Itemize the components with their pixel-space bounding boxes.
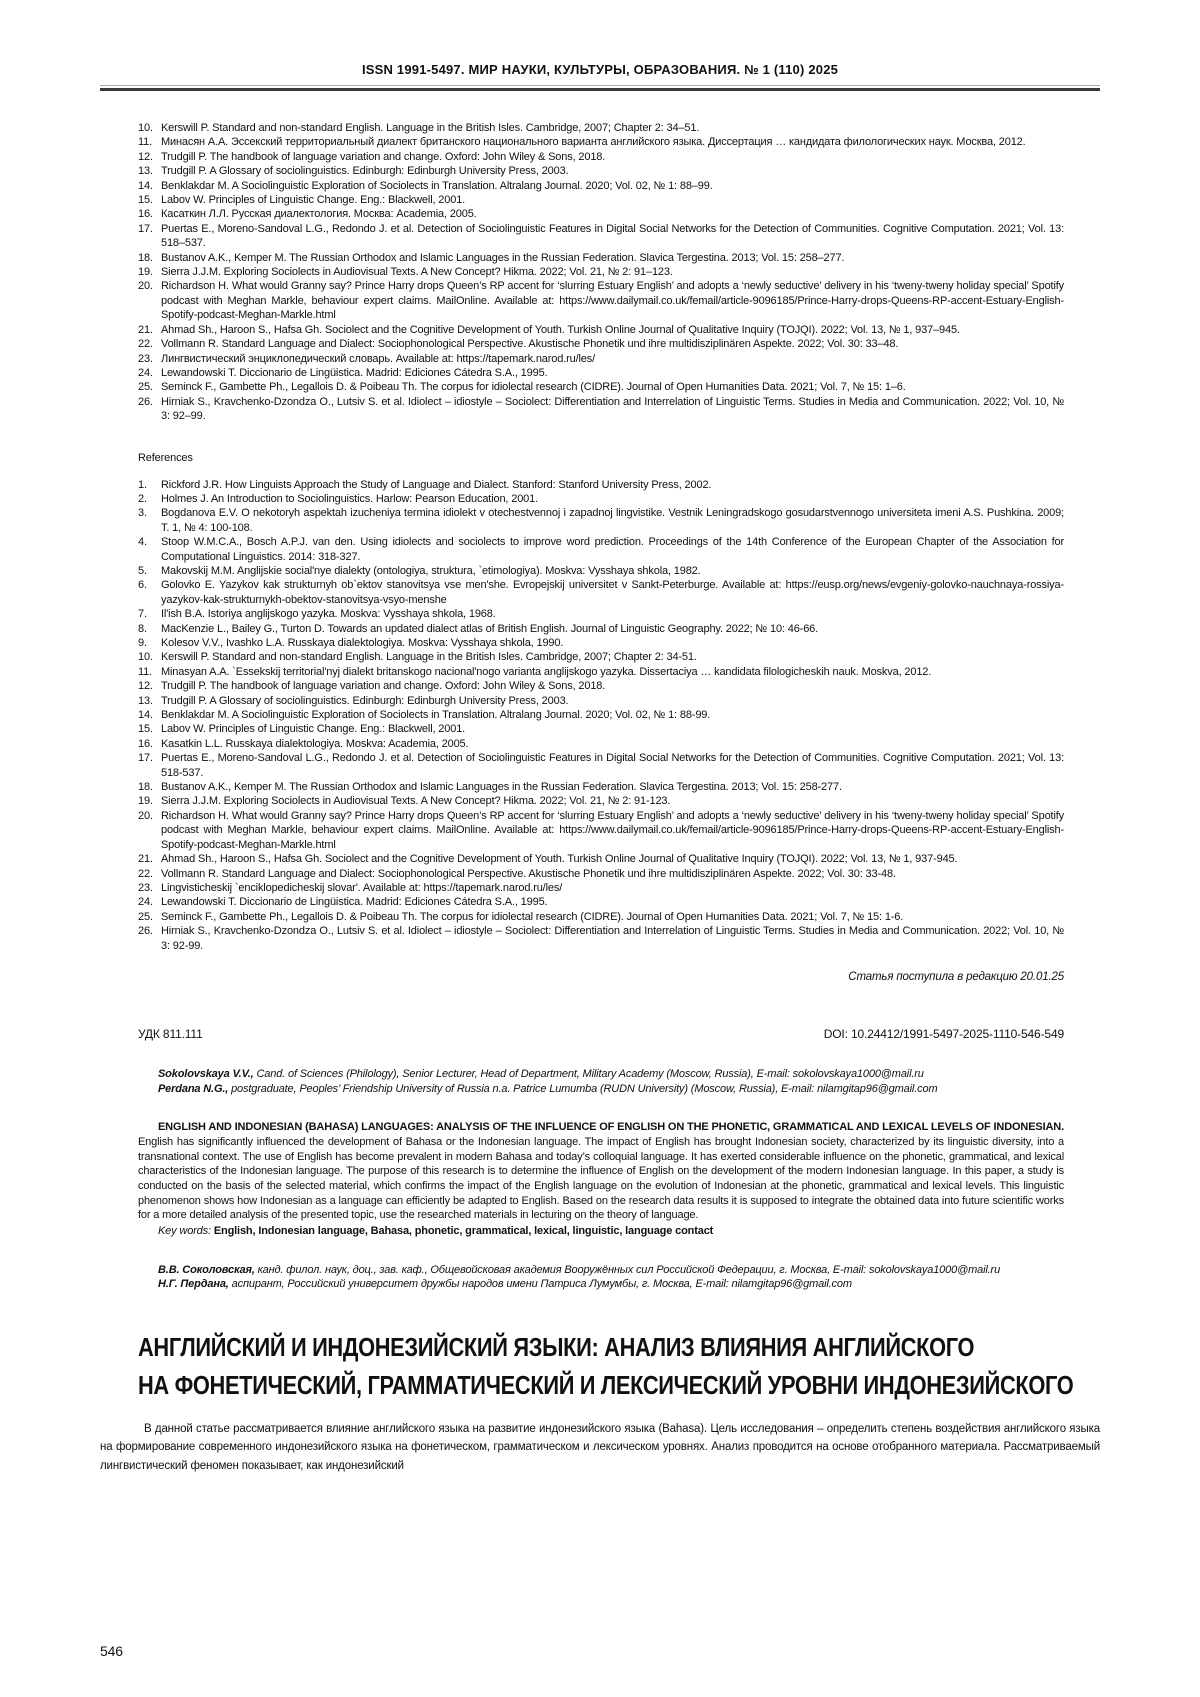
article-title-russian-line1: АНГЛИЙСКИЙ И ИНДОНЕЗИЙСКИЙ ЯЗЫКИ: АНАЛИЗ ВЛИЯНИЯ АНГЛИЙСКОГО	[138, 1331, 975, 1362]
reference-number: 17.	[138, 222, 153, 235]
reference-number: 13.	[138, 165, 153, 178]
references-list	[138, 478, 1064, 953]
reference-number: 8.	[138, 622, 147, 635]
reference-item	[138, 578, 1064, 607]
bibliography-item	[138, 164, 1064, 178]
author-affiliation: аспирант, Российский университет дружбы народов имени Патриса Лумумбы, г. Москва, E-mail: nilamgitap96@gmail.com	[228, 1278, 852, 1291]
reference-item	[138, 679, 1064, 693]
reference-number: 22.	[138, 867, 153, 880]
author-line	[158, 1263, 1064, 1278]
reference-text: Bogdanova E.V. O nekotoryh aspektah izucheniya termina idiolekt v otechestvennoj i zapadnoj lingvistike. Vestnik Leningradskogo gosudarstvennogo universiteta imeni A.S. Pushkina. 2009; T. 1, № 4: 100-108.	[161, 507, 1064, 534]
reference-number: 11.	[138, 665, 153, 678]
reference-text: Vollmann R. Standard Language and Dialect: Sociophonological Perspective. Akustische Phonetik und ihre multidisziplinären Aspekte. 2022; Vol. 30: 33-48.	[161, 867, 896, 880]
bibliography-item	[138, 193, 1064, 207]
bibliography-item	[138, 251, 1064, 265]
article-meta-row	[138, 1027, 1064, 1041]
authors-english	[138, 1067, 1064, 1096]
reference-number: 20.	[138, 280, 153, 293]
author-name: Sokolovskaya V.V.,	[158, 1067, 254, 1080]
author-line	[158, 1277, 1064, 1292]
journal-header-line: ISSN 1991-5497. МИР НАУКИ, КУЛЬТУРЫ, ОБРАЗОВАНИЯ. № 1 (110) 2025	[361, 62, 839, 77]
reference-text: Kerswill P. Standard and non-standard English. Language in the British Isles. Cambridge, 2007; Chapter 2: 34-51.	[161, 651, 697, 664]
reference-item	[138, 794, 1064, 808]
reference-text: Kasatkin L.L. Russkaya dialektologiya. Moskva: Academia, 2005.	[161, 737, 469, 750]
reference-number: 13.	[138, 694, 153, 707]
reference-item	[138, 881, 1064, 895]
reference-text: Trudgill P. A Glossary of sociolinguistics. Edinburgh: Edinburgh University Press, 2003.	[161, 694, 569, 707]
author-affiliation: Cand. of Sciences (Philology), Senior Lecturer, Head of Department, Military Academy (Moscow, Russia), E-mail: sokolovskaya1000@mail.ru	[253, 1067, 924, 1080]
reference-item	[138, 665, 1064, 679]
reference-number: 3.	[138, 507, 147, 520]
reference-text: Golovko E. Yazykov kak strukturnyh ob`ektov stanovitsya vse men'she. Evropejskij universitet v Sankt-Peterburge. Available at: https://eusp.org/news/evgeniy-golovko-nauchnaya-rossiya-yazykov-kak-strukturnykh-obektov-stanovitsya-vsyo-menshe	[161, 579, 1064, 606]
reference-number: 17.	[138, 752, 153, 765]
reference-number: 20.	[138, 809, 153, 822]
author-affiliation: канд. филол. наук, доц., зав. каф., Общевойсковая академия Вооружённых сил Российской Федерации, г. Москва, E-mail: sokolovskaya1000@mail.ru	[254, 1263, 1001, 1276]
reference-number: 21.	[138, 323, 153, 336]
reference-number: 14.	[138, 709, 153, 722]
keywords-text: English, Indonesian language, Bahasa, phonetic, grammatical, lexical, linguistic, language contact	[213, 1225, 714, 1238]
reference-text: Trudgill P. The handbook of language variation and change. Oxford: John Wiley & Sons, 2018.	[161, 680, 606, 693]
reference-number: 9.	[138, 637, 147, 649]
reference-text: Holmes J. An Introduction to Sociolinguistics. Harlow: Pearson Education, 2001.	[161, 492, 539, 505]
reference-text: Seminck F., Gambette Ph., Legallois D. & Poibeau Th. The corpus for idiolectal research (CIDRE). Journal of Open Humanities Data. 2021; Vol. 7, № 15: 1–6.	[161, 381, 906, 394]
author-line	[158, 1082, 1064, 1097]
reference-text: Rickford J.R. How Linguists Approach the Study of Language and Dialect. Stanford: Stanford University Press, 2002.	[161, 478, 712, 491]
reference-text: Makovskij M.M. Anglijskie social'nye dialekty (ontologiya, struktura, `etimologiya). Moskva: Vysshaya shkola, 1982.	[161, 564, 701, 577]
author-name: Н.Г. Пердана,	[158, 1278, 229, 1291]
reference-text: Stoop W.M.C.A., Bosch A.P.J. van den. Using idiolects and sociolects to improve word prediction. Proceedings of the 14th Conference of the European Chapter of the Association for Computational Linguistics. 2014: 318-327.	[161, 536, 1064, 563]
reference-text: Vollmann R. Standard Language and Dialect: Sociophonological Perspective. Akustische Phonetik und ihre multidisziplinären Aspekte. 2022; Vol. 30: 33–48.	[161, 338, 899, 351]
reference-text: Bustanov A.K., Kemper M. The Russian Orthodox and Islamic Languages in the Russian Federation. Slavica Tergestina. 2013; Vol. 15: 258-277.	[161, 781, 842, 794]
reference-item	[138, 622, 1064, 636]
reference-text: Минасян А.А. Эссекский территориальный диалект британского национального варианта английского языка. Диссертация … кандидата филологических наук. Москва, 2012.	[161, 136, 1026, 149]
article-title-english: ENGLISH AND INDONESIAN (BAHASA) LANGUAGES: ANALYSIS OF THE INFLUENCE OF ENGLISH ON THE PHONETIC, GRAMMATICAL AND LEXICAL LEVELS OF INDONESIAN.	[158, 1121, 1064, 1134]
reference-number: 23.	[138, 881, 153, 894]
bibliography-item	[138, 179, 1064, 193]
reference-text: Bustanov A.K., Kemper M. The Russian Orthodox and Islamic Languages in the Russian Federation. Slavica Tergestina. 2013; Vol. 15: 258–277.	[161, 251, 845, 264]
reference-text: Labov W. Principles of Linguistic Change. Eng.: Blackwell, 2001.	[161, 723, 466, 736]
author-affiliation: postgraduate, Peoples’ Friendship University of Russia n.a. Patrice Lumumba (RUDN University) (Moscow, Russia), E-mail: nilamgitap96@gmail.com	[228, 1082, 938, 1095]
bibliography-item	[138, 121, 1064, 135]
reference-item	[138, 924, 1064, 953]
reference-number: 22.	[138, 338, 153, 351]
article-title-russian	[100, 1328, 1100, 1404]
reference-text: Ahmad Sh., Haroon S., Hafsa Gh. Sociolect and the Cognitive Development of Youth. Turkish Online Journal of Qualitative Inquiry (TOJQI). 2022; Vol. 13, № 1, 937–945.	[161, 323, 960, 336]
bibliography-item	[138, 150, 1064, 164]
reference-item	[138, 694, 1064, 708]
bibliography-item	[138, 380, 1064, 394]
bibliography-item	[138, 323, 1064, 337]
received-note: Статья поступила в редакцию 20.01.25	[848, 970, 1064, 983]
reference-item	[138, 708, 1064, 722]
reference-number: 25.	[138, 910, 153, 923]
reference-item	[138, 650, 1064, 664]
reference-item	[138, 910, 1064, 924]
reference-number: 19.	[138, 795, 153, 808]
article-title-russian-line2: НА ФОНЕТИЧЕСКИЙ, ГРАММАТИЧЕСКИЙ И ЛЕКСИЧЕСКИЙ УРОВНИ ИНДОНЕЗИЙСКОГО	[138, 1369, 1074, 1400]
bibliography-item	[138, 337, 1064, 351]
page-number: 546	[100, 1643, 123, 1659]
reference-text: Hirniak S., Kravchenko-Dzondza O., Lutsiv S. et al. Idiolect – idiostyle – Sociolect: Differentiation and Interrelation of Linguistic Terms. Studies in Media and Communication. 2022; Vol. 10, № 3: 92-99.	[161, 925, 1064, 952]
reference-item	[138, 506, 1064, 535]
reference-item	[138, 895, 1064, 909]
reference-text: Trudgill P. A Glossary of sociolinguistics. Edinburgh: Edinburgh University Press, 2003.	[161, 165, 569, 178]
reference-text: MacKenzie L., Bailey G., Turton D. Towards an updated dialect atlas of British English. Journal of Linguistic Geography. 2022; № 10: 46-66.	[161, 622, 819, 635]
reference-text: Minasyan A.A. `Essekskij territorial'nyj dialekt britanskogo nacional'nogo varianta anglijskogo yazyka. Dissertaciya … kandidata filologicheskih nauk. Moskva, 2012.	[161, 665, 932, 678]
reference-text: Il'ish B.A. Istoriya anglijskogo yazyka. Moskva: Vysshaya shkola, 1968.	[161, 608, 496, 621]
reference-number: 15.	[138, 723, 153, 736]
authors-russian	[138, 1263, 1064, 1292]
reference-number: 18.	[138, 251, 153, 264]
reference-text: Richardson H. What would Granny say? Prince Harry drops Queen’s RP accent for ‘slurring Estuary English’ and adopts a ‘newly seductive’ delivery in his ‘tweny-tweny holiday special’ Spotify podcast with Meghan Markle, behaviour expert claims. MailOnline. Available at: https://www.dailymail.co.uk/femail/article-9096185/Prince-Harry-drops-Queens-RP-accent-Estuary-English-Spotify-podcast-Meghan-Markle.html	[161, 280, 1064, 322]
header-rule	[100, 85, 1100, 91]
reference-text: Trudgill P. The handbook of language variation and change. Oxford: John Wiley & Sons, 2018.	[161, 150, 606, 163]
reference-item	[138, 478, 1064, 492]
reference-number: 26.	[138, 925, 153, 938]
reference-number: 12.	[138, 680, 153, 693]
reference-number: 24.	[138, 896, 153, 909]
reference-number: 11.	[138, 136, 153, 149]
reference-text: Ahmad Sh., Haroon S., Hafsa Gh. Sociolect and the Cognitive Development of Youth. Turkish Online Journal of Qualitative Inquiry (TOJQI). 2022; Vol. 13, № 1, 937-945.	[161, 853, 958, 866]
reference-number: 12.	[138, 150, 153, 163]
reference-text: Puertas E., Moreno-Sandoval L.G., Redondo J. et al. Detection of Sociolinguistic Features in Digital Social Networks for the Detection of Communities. Cognitive Computation. 2021; Vol. 13: 518-537.	[161, 752, 1064, 779]
reference-text: Labov W. Principles of Linguistic Change. Eng.: Blackwell, 2001.	[161, 194, 466, 207]
reference-item	[138, 722, 1064, 736]
reference-number: 16.	[138, 737, 153, 750]
reference-text: Lingvisticheskij `enciklopedicheskij slovar'. Available at: https://tapemark.narod.ru/les/	[161, 881, 563, 894]
bibliography-item	[138, 265, 1064, 279]
reference-text: Sierra J.J.M. Exploring Sociolects in Audiovisual Texts. A New Concept? Hikma. 2022; Vol. 21, № 2: 91-123.	[161, 795, 671, 808]
reference-text: Seminck F., Gambette Ph., Legallois D. & Poibeau Th. The corpus for idiolectal research (CIDRE). Journal of Open Humanities Data. 2021; Vol. 7, № 15: 1-6.	[161, 910, 904, 923]
reference-number: 2.	[138, 492, 147, 505]
reference-item	[138, 751, 1064, 780]
doi-code: DOI: 10.24412/1991-5497-2025-1110-546-549	[823, 1026, 1064, 1041]
reference-number: 10.	[138, 651, 153, 664]
reference-number: 16.	[138, 208, 153, 221]
reference-text: Лингвистический энциклопедический словарь. Available at: https://tapemark.narod.ru/les/	[161, 352, 596, 365]
reference-number: 10.	[138, 122, 153, 134]
reference-number: 21.	[138, 853, 153, 866]
reference-text: Kolesov V.V., Ivashko L.A. Russkaya dialektologiya. Moskva: Vysshaya shkola, 1990.	[161, 637, 564, 649]
reference-number: 14.	[138, 179, 153, 192]
keywords-label: Key words:	[158, 1225, 214, 1238]
bibliography-list	[138, 121, 1064, 424]
reference-item	[138, 607, 1064, 621]
reference-text: Kerswill P. Standard and non-standard English. Language in the British Isles. Cambridge, 2007; Chapter 2: 34–51.	[161, 122, 700, 134]
abstract-russian-body: В данной статье рассматривается влияние английского языка на развитие индонезийского языка (Bahasa). Цель исследования – определить степень воздействия английского языка на формирование современного индонезийского языка на фонетическом, грамматическом и лексическом уровнях. Анализ проводится на основе отобранного материала. Рассматриваемый лингвистический феномен показывает, как индонезийский	[100, 1422, 1100, 1472]
keywords-line	[138, 1224, 1064, 1239]
reference-text: Benklakdar M. A Sociolinguistic Exploration of Sociolects in Translation. Altralang Journal. 2020; Vol. 02, № 1: 88–99.	[161, 179, 713, 192]
reference-item	[138, 737, 1064, 751]
reference-text: Richardson H. What would Granny say? Prince Harry drops Queen’s RP accent for ‘slurring Estuary English’ and adopts a ‘newly seductive’ delivery in his ‘tweny-tweny holiday special’ Spotify podcast with Meghan Markle, behaviour expert claims. MailOnline. Available at: https://www.dailymail.co.uk/femail/article-9096185/Prince-Harry-drops-Queens-RP-accent-Estuary-English-Spotify-podcast-Meghan-Markle.html	[161, 809, 1064, 851]
reference-text: Lewandowski T. Diccionario de Lingüistica. Madrid: Ediciones Cátedra S.A., 1995.	[161, 896, 548, 909]
author-name: В.В. Соколовская,	[158, 1263, 255, 1276]
reference-text: Касаткин Л.Л. Русская диалектология. Москва: Academia, 2005.	[161, 208, 477, 221]
udk-code: УДК 811.111	[138, 1026, 203, 1041]
bibliography-item	[138, 279, 1064, 322]
reference-number: 26.	[138, 395, 153, 408]
reference-number: 5.	[138, 564, 147, 577]
reference-item	[138, 564, 1064, 578]
bibliography-item	[138, 395, 1064, 424]
reference-number: 19.	[138, 266, 153, 279]
reference-text: Hirniak S., Kravchenko-Dzondza O., Lutsiv S. et al. Idiolect – idiostyle – Sociolect: Differentiation and Interrelation of Linguistic Terms. Studies in Media and Communication. 2022; Vol. 10, № 3: 92–99.	[161, 395, 1064, 423]
reference-number: 4.	[138, 536, 147, 549]
author-name: Perdana N.G.,	[158, 1082, 229, 1095]
reference-number: 18.	[138, 781, 153, 794]
reference-number: 1.	[138, 478, 147, 491]
reference-item	[138, 852, 1064, 866]
reference-number: 15.	[138, 194, 153, 207]
bibliography-item	[138, 366, 1064, 380]
reference-item	[138, 867, 1064, 881]
reference-item	[138, 809, 1064, 852]
reference-text: Benklakdar M. A Sociolinguistic Exploration of Sociolects in Translation. Altralang Journal. 2020; Vol. 02, № 1: 88-99.	[161, 709, 711, 722]
reference-item	[138, 535, 1064, 564]
bibliography-item	[138, 207, 1064, 221]
reference-number: 6.	[138, 579, 147, 592]
bibliography-item	[138, 352, 1064, 366]
references-heading: References	[138, 451, 193, 464]
bibliography-item	[138, 222, 1064, 251]
author-line	[158, 1067, 1064, 1082]
abstract-russian	[100, 1420, 1100, 1476]
reference-number: 7.	[138, 608, 147, 621]
reference-text: Sierra J.J.M. Exploring Sociolects in Audiovisual Texts. A New Concept? Hikma. 2022; Vol. 21, № 2: 91–123.	[161, 266, 673, 279]
reference-text: Lewandowski T. Diccionario de Lingüistica. Madrid: Ediciones Cátedra S.A., 1995.	[161, 366, 548, 379]
reference-item	[138, 636, 1064, 650]
reference-item	[138, 492, 1064, 506]
reference-number: 25.	[138, 381, 153, 394]
reference-number: 23.	[138, 352, 153, 365]
bibliography-item	[138, 135, 1064, 149]
reference-item	[138, 780, 1064, 794]
abstract-english-body: English has significantly influenced the development of Bahasa or the Indonesian language. The impact of English has brought Indonesian society, characterized by its linguistic diversity, into a transnational context. The use of English has become prevalent in modern Bahasa and today’s colloquial language. It has exerted considerable influence on the phonetic, grammatical, and lexical characteristics of the Indonesian language. The purpose of this research is to determine the influence of English on the development of the modern Indonesian language. In this paper, a study is conducted on the basis of the selected material, which confirms the impact of the English language on the evolution of Indonesian at the phonetic, grammatical and lexical levels. This linguistic phenomenon shows how Indonesian as a language can efficiently be adapted to English. Based on the research data results it is supposed to integrate the obtained data into future scientific works for a more detailed analysis of the presented topic, use the researched materials in lecturing on the theory of language.	[138, 1135, 1064, 1222]
reference-number: 24.	[138, 366, 153, 379]
reference-text: Puertas E., Moreno-Sandoval L.G., Redondo J. et al. Detection of Sociolinguistic Features in Digital Social Networks for the Detection of Communities. Cognitive Computation. 2021; Vol. 13: 518–537.	[161, 222, 1064, 250]
abstract-english	[138, 1120, 1064, 1223]
